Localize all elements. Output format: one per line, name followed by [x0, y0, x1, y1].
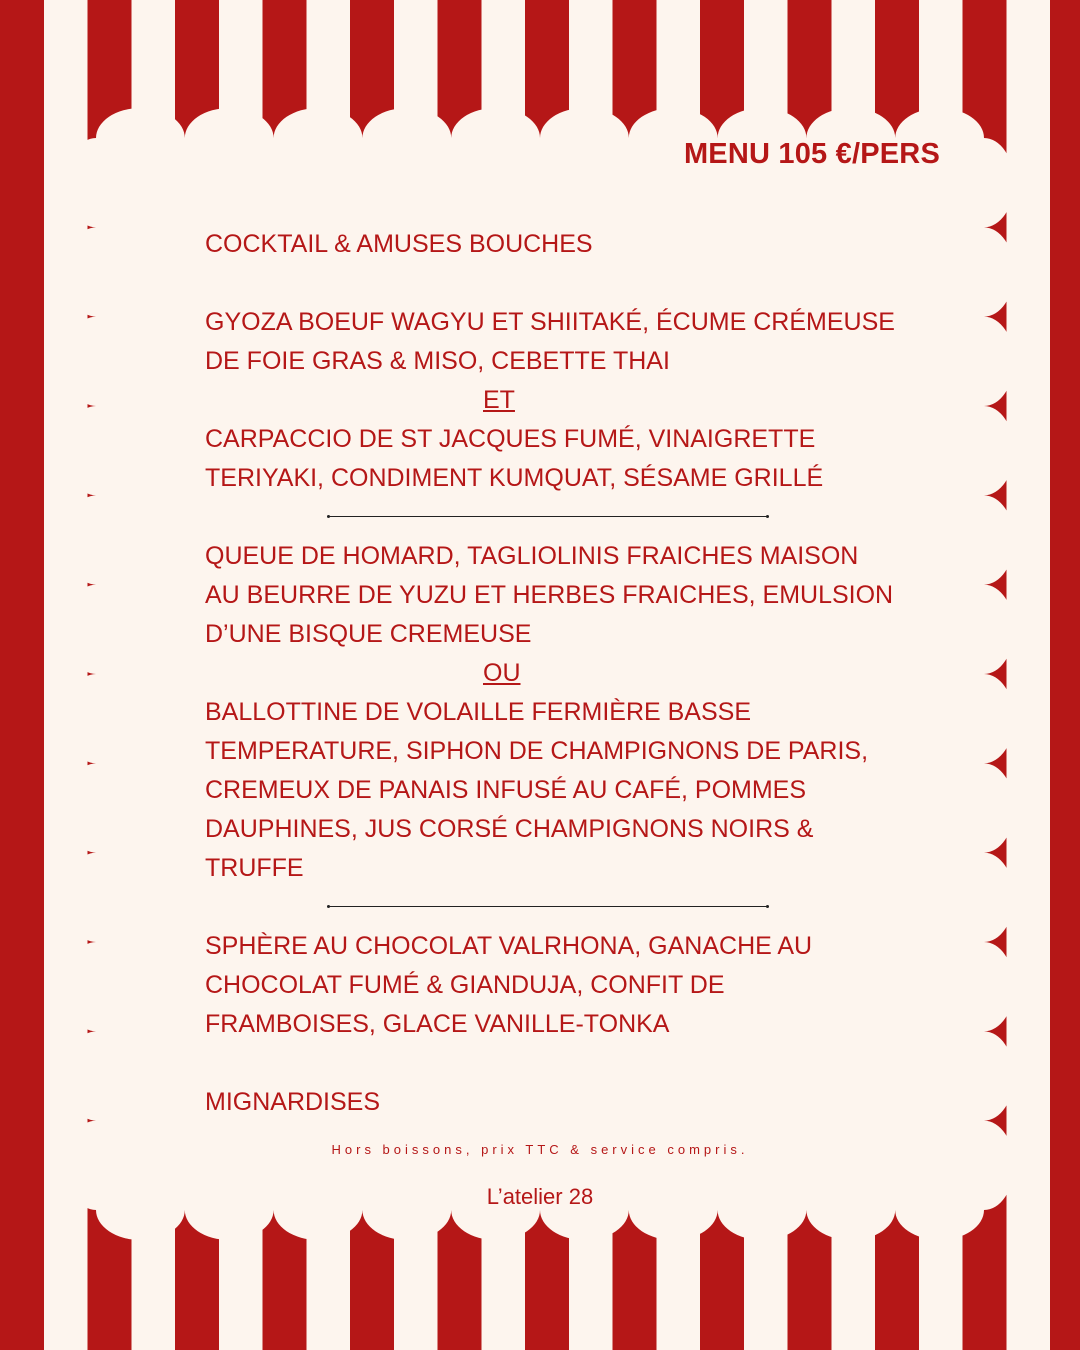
main-option-2-line-3: CREMEUX DE PANAIS INFUSÉ AU CAFÉ, POMMES — [205, 776, 807, 804]
main-option-2-line-2: TEMPERATURE, SIPHON DE CHAMPIGNONS DE PARIS, — [205, 737, 869, 765]
entree-option-2-line-2: TERIYAKI, CONDIMENT KUMQUAT, SÉSAME GRILLÉ — [205, 464, 824, 492]
pricing-note: Hors boissons, prix TTC & service compris. — [331, 1142, 749, 1157]
main-option-2-line-5: TRUFFE — [205, 854, 304, 882]
entree-conjunction: ET — [483, 386, 515, 414]
entree-option-1-line-1: GYOZA BOEUF WAGYU ET SHIITAKÉ, ÉCUME CRÉMEUSE — [205, 308, 895, 336]
entree-option-1-line-2: DE FOIE GRAS & MISO, CEBETTE THAI — [205, 347, 670, 375]
entree-option-2-line-1: CARPACCIO DE ST JACQUES FUMÉ, VINAIGRETTE — [205, 425, 816, 453]
section-divider — [205, 888, 895, 927]
main-option-1-line-2: AU BEURRE DE YUZU ET HERBES FRAICHES, EMULSION — [205, 581, 894, 609]
dessert-line-2: CHOCOLAT FUMÉ & GIANDUJA, CONFIT DE — [205, 971, 725, 999]
dessert-line-3: FRAMBOISES, GLACE VANILLE-TONKA — [205, 1010, 670, 1038]
main-option-1-line-1: QUEUE DE HOMARD, TAGLIOLINIS FRAICHES MAISON — [205, 542, 859, 570]
course-starter: COCKTAIL & AMUSES BOUCHES — [205, 230, 593, 258]
section-divider — [205, 498, 895, 537]
restaurant-signature: L’atelier 28 — [486, 1184, 594, 1209]
menu-courses — [205, 225, 895, 1122]
menu-price-title: MENU 105 €/PERS — [683, 138, 940, 170]
dessert-line-1: SPHÈRE AU CHOCOLAT VALRHONA, GANACHE AU — [205, 932, 813, 960]
main-conjunction: OU — [483, 659, 521, 687]
course-mignardises: MIGNARDISES — [205, 1088, 381, 1116]
main-option-1-line-3: D’UNE BISQUE CREMEUSE — [205, 620, 532, 648]
main-option-2-line-1: BALLOTTINE DE VOLAILLE FERMIÈRE BASSE — [205, 698, 752, 726]
main-option-2-line-4: DAUPHINES, JUS CORSÉ CHAMPIGNONS NOIRS & — [205, 815, 814, 843]
